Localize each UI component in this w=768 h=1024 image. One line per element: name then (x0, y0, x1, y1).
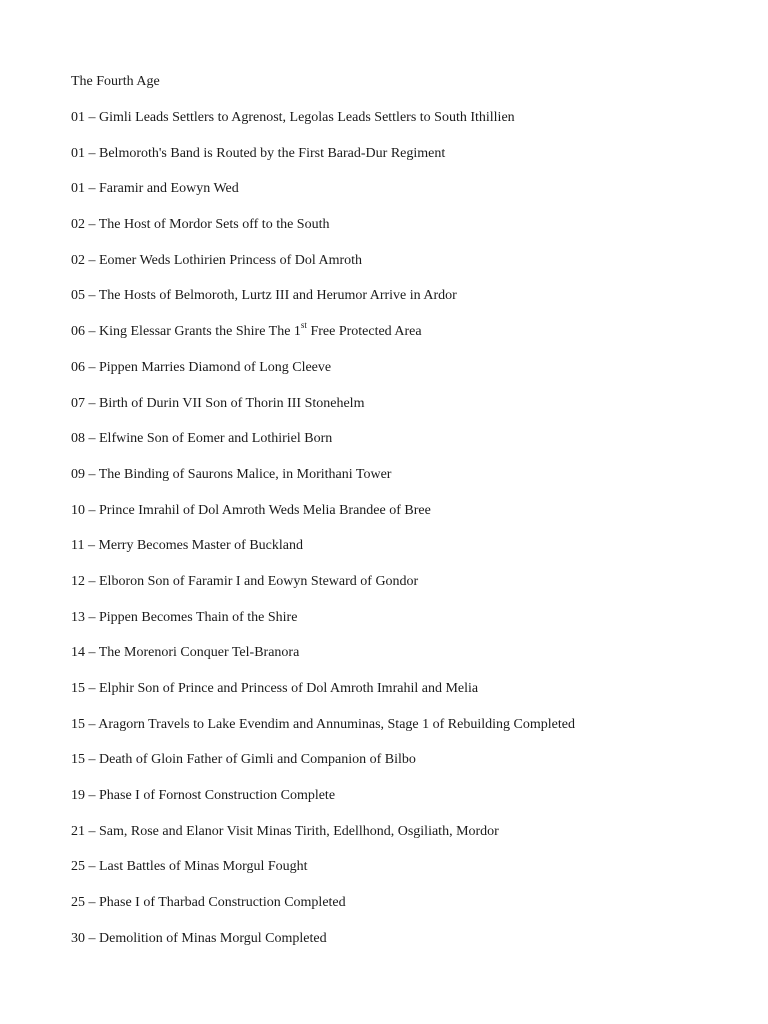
timeline-entry: 15 – Elphir Son of Prince and Princess of Dol Amroth Imrahil and Melia (71, 681, 479, 696)
timeline-entry: 30 – Demolition of Minas Morgul Completed (71, 930, 327, 946)
timeline-entry: 02 – The Host of Mordor Sets off to the South (71, 217, 330, 233)
timeline-entry: 02 – Eomer Weds Lothirien Princess of Dol Amroth (71, 252, 363, 268)
timeline-entry: 07 – Birth of Durin VII Son of Thorin III Stonehelm (71, 395, 365, 411)
timeline-entry: 12 – Elboron Son of Faramir I and Eowyn Steward of Gondor (71, 573, 419, 589)
timeline-entry: 08 – Elfwine Son of Eomer and Lothiriel Born (71, 431, 333, 447)
timeline-entry: 21 – Sam, Rose and Elanor Visit Minas Tirith, Edellhond, Osgiliath, Mordor (71, 823, 499, 839)
timeline-entry-ordinal (71, 320, 575, 359)
entry-text-suffix: Free Protected Area (306, 324, 422, 340)
timeline-entry: 01 – Belmoroth's Band is Routed by the First Barad-Dur Regiment (71, 145, 446, 161)
document-title: The Fourth Age (71, 74, 160, 89)
timeline-entry: 01 – Gimli Leads Settlers to Agrenost, Legolas Leads Settlers to South Ithillien (71, 110, 515, 125)
entry-text-prefix: 06 – King Elessar Grants the Shire The 1 (71, 324, 301, 340)
timeline-entry: 13 – Pippen Becomes Thain of the Shire (71, 609, 298, 625)
timeline-entry: 15 – Aragorn Travels to Lake Evendim and Annuminas, Stage 1 of Rebuilding Completed (71, 716, 575, 732)
timeline-entry: 11 – Merry Becomes Master of Buckland (71, 538, 303, 554)
timeline-entry: 25 – Last Battles of Minas Morgul Fought (71, 859, 308, 875)
timeline-entry: 25 – Phase I of Tharbad Construction Completed (71, 895, 346, 911)
timeline-entry: 09 – The Binding of Saurons Malice, in Morithani Tower (71, 466, 392, 482)
timeline-entry: 10 – Prince Imrahil of Dol Amroth Weds Melia Brandee of Bree (71, 502, 431, 518)
timeline-entry: 19 – Phase I of Fornost Construction Complete (71, 788, 336, 804)
timeline-entry: 05 – The Hosts of Belmoroth, Lurtz III and Herumor Arrive in Ardor (71, 288, 457, 304)
timeline-entry: 14 – The Morenori Conquer Tel-Branora (71, 645, 300, 661)
ordinal-superscript: st (300, 320, 307, 331)
timeline-entry: 01 – Faramir and Eowyn Wed (71, 181, 239, 197)
timeline-entry: 06 – Pippen Marries Diamond of Long Cleeve (71, 359, 332, 375)
timeline-entry: 15 – Death of Gloin Father of Gimli and Companion of Bilbo (71, 752, 416, 768)
timeline-list (71, 109, 575, 966)
